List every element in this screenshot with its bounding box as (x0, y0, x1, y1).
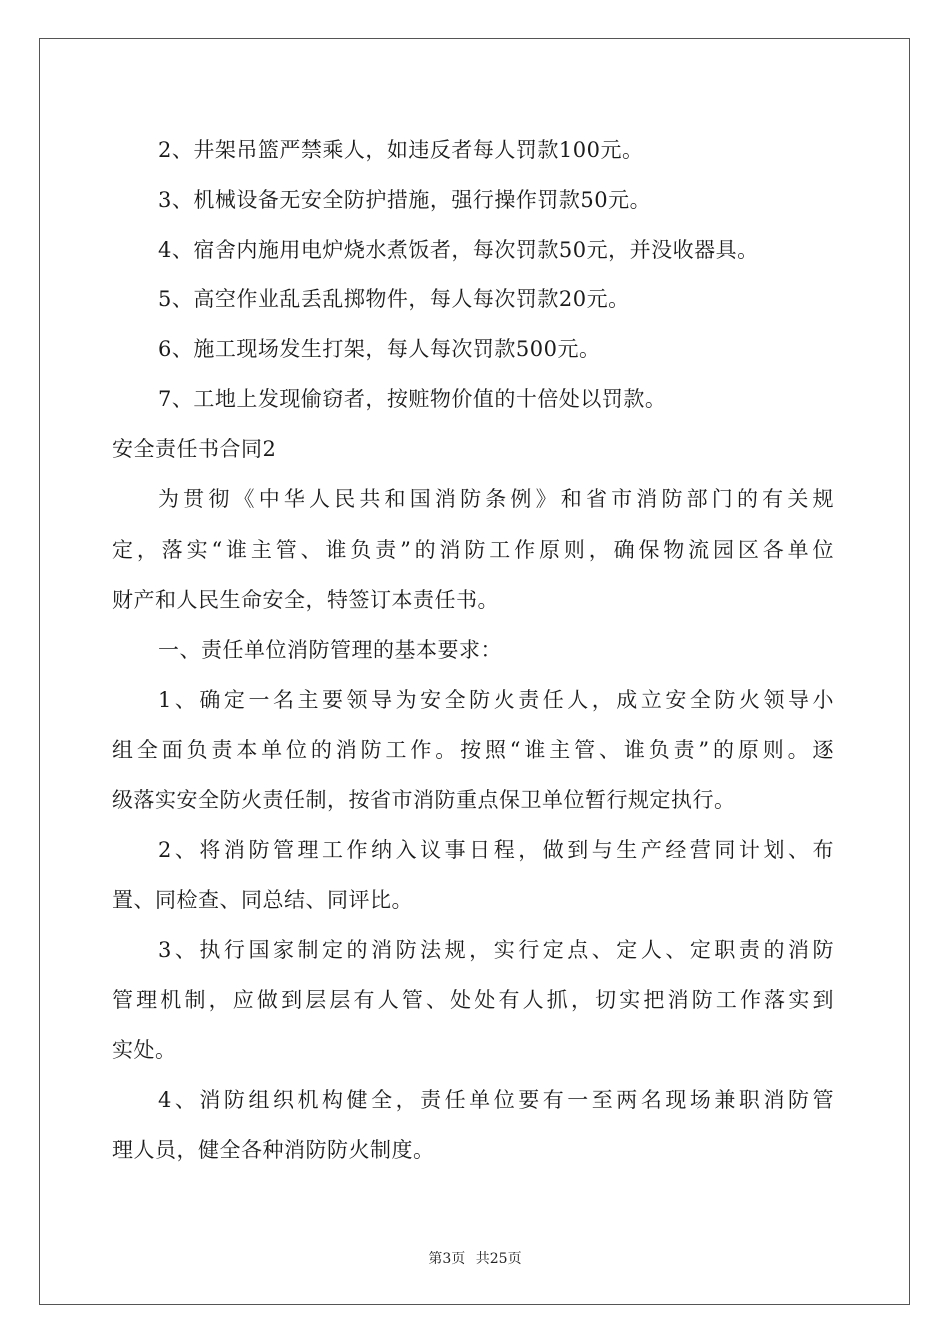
page-number: 第3页 (428, 1251, 466, 1267)
text-line: 5、高空作业乱丢乱掷物件，每人每次罚款20元。 (158, 287, 630, 311)
text-line: 3、机械设备无安全防护措施，强行操作罚款50元。 (158, 188, 652, 212)
text-line: 组全面负责本单位的消防工作。按照“谁主管、谁负责”的原则。逐 (112, 738, 834, 762)
text-line: 4、宿舍内施用电炉烧水煮饭者，每次罚款50元，并没收器具。 (158, 238, 759, 262)
text-line: 级落实安全防火责任制，按省市消防重点保卫单位暂行规定执行。 (112, 788, 736, 812)
text-line: 一、责任单位消防管理的基本要求： (158, 638, 502, 662)
text-line: 6、施工现场发生打架，每人每次罚款500元。 (158, 337, 601, 361)
text-line: 2、将消防管理工作纳入议事日程，做到与生产经营同计划、布 (158, 838, 834, 862)
section-heading: 安全责任书合同2 (112, 437, 277, 461)
text-line: 3、执行国家制定的消防法规，实行定点、定人、定职责的消防 (158, 938, 834, 962)
text-line: 置、同检查、同总结、同评比。 (112, 888, 413, 912)
text-line: 4、消防组织机构健全，责任单位要有一至两名现场兼职消防管 (158, 1088, 834, 1112)
text-line: 1、确定一名主要领导为安全防火责任人，成立安全防火领导小 (158, 688, 834, 712)
text-line: 实处。 (112, 1038, 177, 1062)
text-line: 2、井架吊篮严禁乘人，如违反者每人罚款100元。 (158, 138, 644, 162)
text-line: 为贯彻《中华人民共和国消防条例》和省市消防部门的有关规 (158, 487, 834, 511)
text-line: 理人员，健全各种消防防火制度。 (112, 1138, 435, 1162)
page-border (39, 38, 910, 1305)
text-line: 定，落实“谁主管、谁负责”的消防工作原则，确保物流园区各单位 (112, 538, 834, 562)
page-total: 共25页 (475, 1251, 522, 1267)
text-line: 7、工地上发现偷窃者，按赃物价值的十倍处以罚款。 (158, 387, 667, 411)
text-line: 财产和人民生命安全，特签订本责任书。 (112, 588, 499, 612)
text-line: 管理机制，应做到层层有人管、处处有人抓，切实把消防工作落实到 (112, 988, 834, 1012)
page-footer (0, 1248, 950, 1268)
